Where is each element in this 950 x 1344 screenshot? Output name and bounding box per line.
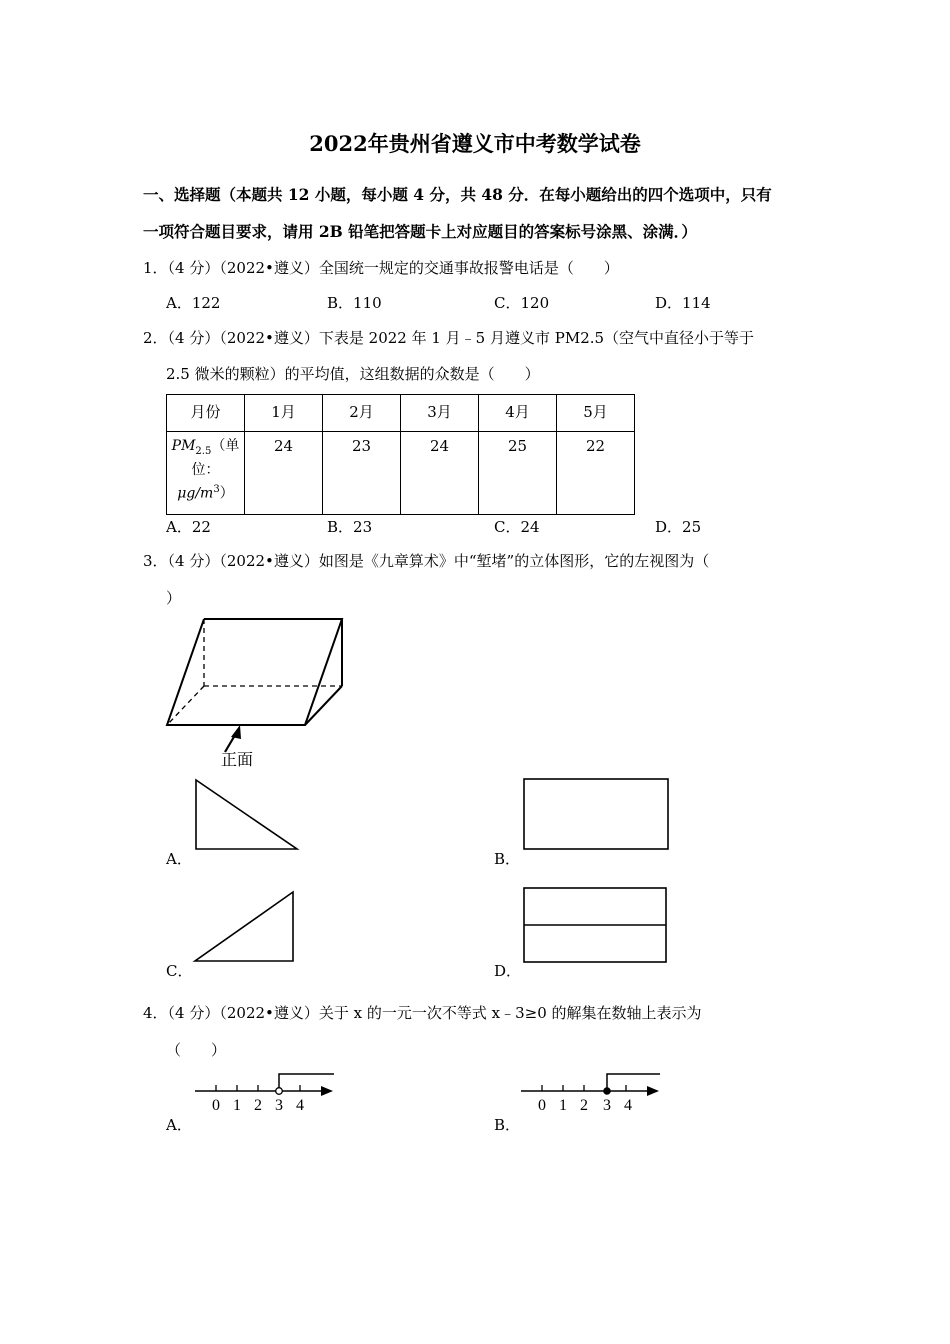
table-row [167,395,635,432]
table-cell-value: 22 [557,432,635,515]
tick-label-0: 0 [538,1097,546,1114]
table-header-label: 月份 [167,395,245,432]
q2-option-c: C．24 [494,518,540,536]
tick-label-3: 3 [275,1097,283,1114]
tick-label-4: 4 [296,1097,304,1114]
q4-option-b: B． [494,1116,521,1134]
q1-option-b: B．110 [327,294,382,312]
q3-option-c: C． [166,962,193,980]
pm-label: PM [171,438,196,454]
table-cell-value: 24 [401,432,479,515]
section-heading-line2: 一项符合题目要求，请用 2B 铅笔把答题卡上对应题目的答案标号涂黑、涂满．） [143,222,697,241]
q1-option-a: A．122 [166,294,221,312]
q3-option-b: B． [494,850,521,868]
pm25-table [166,394,635,515]
number-line-b [516,1070,676,1120]
table-header-month: 2月 [323,395,401,432]
q3-option-d: D． [494,962,522,980]
question-3-line1: 3．（4 分）（2022•遵义）如图是《九章算术》中“堑堵”的立体图形，它的左视图为（ [143,552,710,570]
table-row-label [167,432,245,515]
table-header-month: 4月 [479,395,557,432]
question-3-line2: ） [166,589,182,607]
question-4-line2: （ ） [166,1041,227,1059]
tick-label-2: 2 [254,1097,262,1114]
table-cell-value: 23 [323,432,401,515]
q3-option-a: A． [166,850,192,868]
unit-superscript: 3 [213,483,220,495]
tick-label-2: 2 [580,1097,588,1114]
option-c-triangle-icon [192,889,302,964]
tick-label-0: 0 [212,1097,220,1114]
front-label: 正面 [221,750,254,769]
table-cell-value: 25 [479,432,557,515]
question-1-text: 1．（4 分）（2022•遵义）全国统一规定的交通事故报警电话是（ ） [143,259,619,277]
tick-label-3: 3 [603,1097,611,1114]
question-2-line2: 2.5 微米的颗粒）的平均值，这组数据的众数是（ ） [166,365,540,383]
q1-option-c: C．120 [494,294,550,312]
unit-close: ） [219,485,234,502]
tick-label-1: 1 [233,1097,241,1114]
unit-text: μg/m [177,485,214,502]
prism-figure [160,612,360,772]
tick-label-1: 1 [559,1097,567,1114]
q2-option-b: B．23 [327,518,373,536]
option-d-split-rectangle-icon [521,885,671,965]
table-row [167,432,635,515]
unit-open: （单 [211,438,240,454]
tick-label-4: 4 [624,1097,632,1114]
q2-option-a: A．22 [166,518,211,536]
question-2-line1: 2．（4 分）（2022•遵义）下表是 2022 年 1 月﹣5 月遵义市 PM2.5（空气中直径小于等于 [143,329,755,347]
q1-option-d: D．114 [655,294,711,312]
table-cell-value: 24 [245,432,323,515]
question-4-line1: 4．（4 分）（2022•遵义）关于 x 的一元一次不等式 x﹣3≥0 的解集在数轴上表示为 [143,1004,702,1022]
unit-line2: 位： [191,461,220,478]
table-header-month: 1月 [245,395,323,432]
option-a-triangle-icon [193,777,303,852]
page-title: 2022年贵州省遵义市中考数学试卷 [309,131,641,156]
section-heading-line1: 一、选择题（本题共 12 小题，每小题 4 分，共 48 分．在每小题给出的四个选项中，只有 [143,185,772,204]
option-b-rectangle-icon [521,777,671,852]
pm-subscript: 2.5 [195,445,212,457]
table-header-month: 3月 [401,395,479,432]
table-header-month: 5月 [557,395,635,432]
q4-option-a: A． [166,1116,192,1134]
number-line-a [190,1070,350,1120]
q2-option-d: D．25 [655,518,702,536]
